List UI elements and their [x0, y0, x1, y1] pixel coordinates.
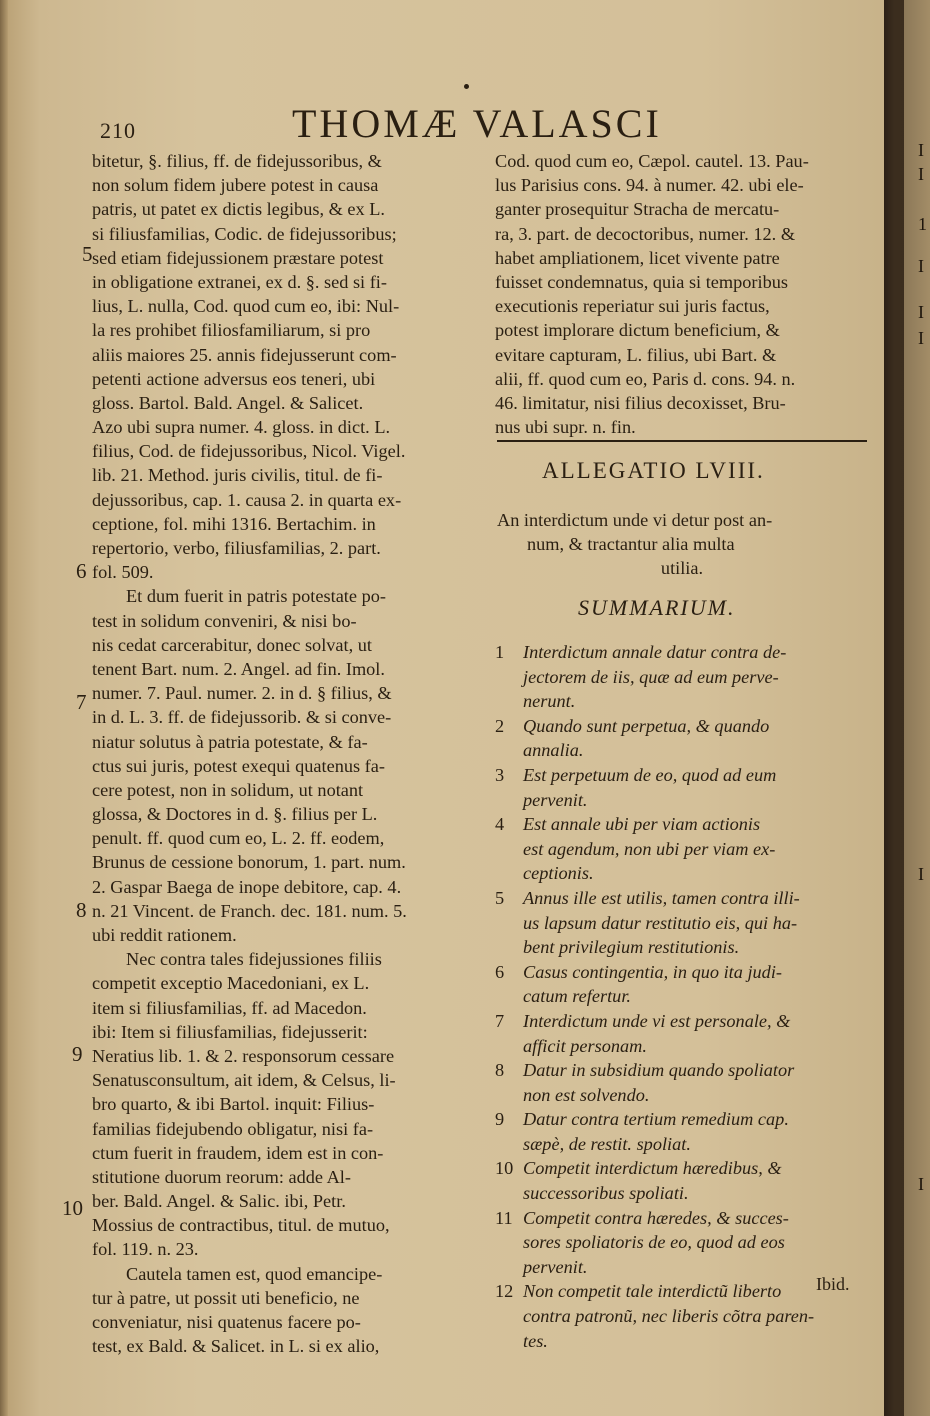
summarium-item	[495, 886, 870, 960]
text-line: ibi: Item si filiusfamilias, fidejusserit:	[92, 1021, 368, 1042]
text-line: la res prohibet filiosfamiliarum, si pro	[92, 320, 371, 341]
text-line: Senatusconsultum, ait idem, & Celsus, li-	[92, 1070, 396, 1091]
item-line: Quando sunt perpetua, & quando	[523, 715, 770, 736]
item-number: 7	[495, 1010, 505, 1031]
item-number: 12	[495, 1281, 514, 1302]
text-line: non solum fidem jubere potest in causa	[92, 175, 379, 196]
item-line: tes.	[523, 1330, 548, 1351]
text-line: cere potest, non in solidum, ut notant	[92, 779, 364, 800]
text-line: ra, 3. part. de decoctoribus, numer. 12. &	[495, 223, 796, 244]
edge-glyph: I	[918, 864, 924, 884]
text-line: stitutione duorum reorum: adde Al-	[92, 1166, 351, 1187]
item-line: catum refertur.	[523, 986, 631, 1007]
margin-number: 7	[76, 690, 87, 714]
text-line: test in solidum conveniri, & nisi bo-	[92, 610, 357, 631]
text-line: Neratius lib. 1. & 2. responsorum cessare	[92, 1045, 395, 1066]
text-line: n. 21 Vincent. de Franch. dec. 181. num. 5.	[92, 900, 407, 921]
text-line: competit exceptio Macedoniani, ex L.	[92, 973, 370, 994]
allegatio-preamble	[497, 508, 867, 580]
text-line: Mossius de contractibus, titul. de mutuo,	[92, 1215, 390, 1236]
item-number: 2	[495, 715, 505, 736]
item-line: Est perpetuum de eo, quod ad eum	[523, 764, 777, 785]
margin-number: 10	[62, 1196, 83, 1220]
summarium-item	[495, 960, 870, 1009]
text-line: ctum fuerit in fraudem, idem est in con-	[92, 1142, 384, 1163]
text-line: patris, ut patet ex dictis legibus, & ex L.	[92, 199, 385, 220]
margin-number: 5	[82, 242, 93, 266]
summarium-item	[495, 1107, 870, 1156]
edge-glyph: I	[918, 1174, 924, 1194]
text-line: 2. Gaspar Baega de inope debitore, cap. 4.	[92, 876, 402, 897]
item-line: jectorem de iis, quæ ad eum perve-	[523, 666, 779, 687]
text-line: Nec contra tales fidejussiones filiis	[126, 949, 382, 970]
item-line: Casus contingentia, in quo ita judi-	[523, 961, 782, 982]
text-line: petenti actione adversus eos teneri, ubi	[92, 368, 376, 389]
text-line: tur à patre, ut possit uti beneficio, ne	[92, 1287, 360, 1308]
ink-speck	[464, 84, 469, 89]
item-line: Annus ille est utilis, tamen contra illi-	[523, 887, 800, 908]
text-line: 46. limitatur, nisi filius decoxisset, Bru-	[495, 392, 786, 413]
item-line: successoribus spoliati.	[523, 1183, 689, 1204]
item-line: Competit contra hæredes, & succes-	[523, 1207, 789, 1228]
edge-glyph: 1	[918, 214, 927, 234]
item-line: Datur contra tertium remedium cap.	[523, 1109, 789, 1130]
summarium-item	[495, 714, 870, 763]
item-line: Non competit tale interdictũ liberto	[523, 1281, 782, 1302]
allegatio-heading: ALLEGATIO LVIII.	[542, 458, 765, 483]
text-line: aliis maiores 25. annis fidejusserunt com-	[92, 344, 397, 365]
text-line: numer. 7. Paul. numer. 2. in d. § filius, &	[92, 683, 392, 704]
item-line: sores spoliatoris de eo, quod ad eos	[523, 1232, 785, 1253]
summarium-item	[495, 640, 870, 714]
text-line: lius, L. nulla, Cod. quod cum eo, ibi: Nul-	[92, 296, 400, 317]
text-line: repertorio, verbo, filiusfamilias, 2. part.	[92, 538, 381, 558]
edge-glyph: I	[918, 256, 924, 276]
summarium-item	[495, 1058, 870, 1107]
edge-glyph: I	[918, 164, 924, 184]
item-number: 6	[495, 961, 505, 982]
text-line: glossa, & Doctores in d. §. filius per L.	[92, 804, 378, 825]
text-line: potest implorare dictum beneficium, &	[495, 320, 780, 341]
item-line: non est solvendo.	[523, 1084, 650, 1105]
edge-glyph: I	[918, 328, 924, 348]
text-line: ganter prosequitur Stracha de mercatu-	[495, 199, 780, 220]
text-line: familias fidejubendo obligatur, nisi fa-	[92, 1118, 374, 1139]
item-line: Est annale ubi per viam actionis	[523, 814, 761, 835]
edge-glyph: I	[918, 302, 924, 322]
text-line: sed etiam fidejussionem præstare potest	[92, 247, 384, 268]
text-line: fuisset condemnatus, quia si temporibus	[495, 271, 788, 292]
text-line: executionis reperiatur sui juris factus,	[495, 296, 770, 317]
text-line: Cod. quod cum eo, Cæpol. cautel. 13. Pau-	[495, 151, 809, 171]
text-line: nis cedat carcerabitur, donec solvat, ut	[92, 634, 372, 655]
text-line: conveniatur, nisi quatenus facere po-	[92, 1312, 361, 1332]
page-number: 210	[100, 118, 136, 143]
text-line: Et dum fuerit in patris potestate po-	[126, 586, 386, 607]
summarium-item	[495, 1206, 870, 1280]
summarium-item	[495, 1156, 870, 1205]
margin-number: 8	[76, 898, 87, 922]
preamble-line: num, & tractantur alia multa	[527, 534, 735, 554]
running-title: THOMÆ VALASCI	[292, 101, 662, 146]
text-line: niatur solutus à patria potestate, & fa-	[92, 731, 368, 752]
text-line: ceptione, fol. mihi 1316. Bertachim. in	[92, 513, 376, 534]
item-line: ceptionis.	[523, 863, 594, 884]
item-line: annalia.	[523, 740, 584, 761]
summarium-item	[495, 763, 870, 812]
text-line: gloss. Bartol. Bald. Angel. & Salicet.	[92, 392, 364, 413]
summarium-heading: SUMMARIUM.	[578, 595, 736, 620]
text-line: in obligatione extranei, ex d. §. sed si fi-	[92, 271, 387, 292]
text-line: ber. Bald. Angel. & Salic. ibi, Petr.	[92, 1191, 346, 1212]
item-line: us lapsum datur restitutio eis, qui ha-	[523, 912, 798, 933]
item-number: 8	[495, 1060, 505, 1081]
text-line: penult. ff. quod cum eo, L. 2. ff. eodem,	[92, 828, 385, 849]
item-line: contra patronũ, nec liberis cõtra paren-	[523, 1306, 815, 1327]
text-line: in d. L. 3. ff. de fidejussorib. & si conve-	[92, 707, 392, 728]
text-line: Cautela tamen est, quod emancipe-	[126, 1263, 383, 1284]
item-line: afficit personam.	[523, 1035, 647, 1056]
facing-page-edge	[904, 0, 930, 1416]
text-line: alii, ff. quod cum eo, Paris d. cons. 94. n.	[495, 368, 796, 389]
item-line: Interdictum annale datur contra de-	[523, 642, 787, 662]
margin-number: 6	[76, 559, 87, 583]
item-number: 10	[495, 1158, 514, 1179]
right-column	[495, 149, 869, 439]
text-line: ubi reddit rationem.	[92, 925, 237, 945]
text-line: lib. 21. Method. juris civilis, titul. de fi-	[92, 465, 383, 486]
text-line: Brunus de cessione bonorum, 1. part. num.	[92, 852, 406, 873]
preamble-line: utilia.	[660, 558, 704, 578]
item-number: 9	[495, 1109, 505, 1130]
text-line: test, ex Bald. & Salicet. in L. si ex alio,	[92, 1336, 380, 1357]
item-number: 5	[495, 887, 505, 908]
text-line: si filiusfamilias, Codic. de fidejussoribus;	[92, 223, 397, 244]
page-left-edge	[0, 0, 8, 1416]
summarium-list	[495, 640, 870, 1353]
text-line: lus Parisius cons. 94. à numer. 42. ubi ele-	[495, 175, 804, 196]
text-line: bitetur, §. filius, ff. de fidejussoribus, &	[92, 151, 382, 171]
item-number: 1	[495, 642, 505, 662]
text-line: filius, Cod. de fidejussoribus, Nicol. Vigel.	[92, 441, 406, 462]
text-line: fol. 509.	[92, 562, 154, 583]
item-number: 3	[495, 764, 505, 785]
edge-glyph: I	[918, 140, 924, 160]
summarium-item	[495, 1279, 870, 1353]
item-number: 4	[495, 814, 505, 835]
item-line: bent privilegium restitutionis.	[523, 937, 740, 958]
item-line: pervenit.	[523, 1256, 588, 1277]
item-line: est agendum, non ubi per viam ex-	[523, 838, 776, 859]
margin-number: 9	[72, 1042, 83, 1066]
text-line: habet ampliationem, licet vivente patre	[495, 247, 780, 268]
item-line: Competit interdictum hæredibus, &	[523, 1158, 782, 1179]
text-line: Azo ubi supra numer. 4. gloss. in dict. L.	[92, 417, 391, 438]
text-line: evitare capturam, L. filius, ubi Bart. &	[495, 344, 777, 365]
text-line: bro quarto, & ibi Bartol. inquit: Filius-	[92, 1094, 375, 1115]
text-line: nus ubi supr. n. fin.	[495, 417, 636, 438]
catchword: Ibid.	[816, 1274, 850, 1294]
preamble-line: An interdictum unde vi detur post an-	[497, 510, 773, 530]
section-rule	[497, 440, 867, 442]
summarium-item	[495, 812, 870, 886]
item-line: nerunt.	[523, 691, 576, 712]
item-line: pervenit.	[523, 789, 588, 810]
text-line: tenent Bart. num. 2. Angel. ad fin. Imol.	[92, 658, 385, 679]
item-line: Interdictum unde vi est personale, &	[523, 1010, 791, 1031]
text-line: ctus sui juris, potest exequi quatenus fa-	[92, 755, 385, 776]
item-number: 11	[495, 1207, 513, 1228]
summarium-item	[495, 1009, 870, 1058]
left-column	[92, 149, 477, 1358]
item-line: sæpè, de restit. spoliat.	[523, 1133, 691, 1154]
item-line: Datur in subsidium quando spoliator	[523, 1060, 795, 1081]
text-line: dejussoribus, cap. 1. causa 2. in quarta ex-	[92, 489, 402, 510]
text-line: item si filiusfamilias, ff. ad Macedon.	[92, 997, 367, 1018]
text-line: fol. 119. n. 23.	[92, 1239, 199, 1260]
